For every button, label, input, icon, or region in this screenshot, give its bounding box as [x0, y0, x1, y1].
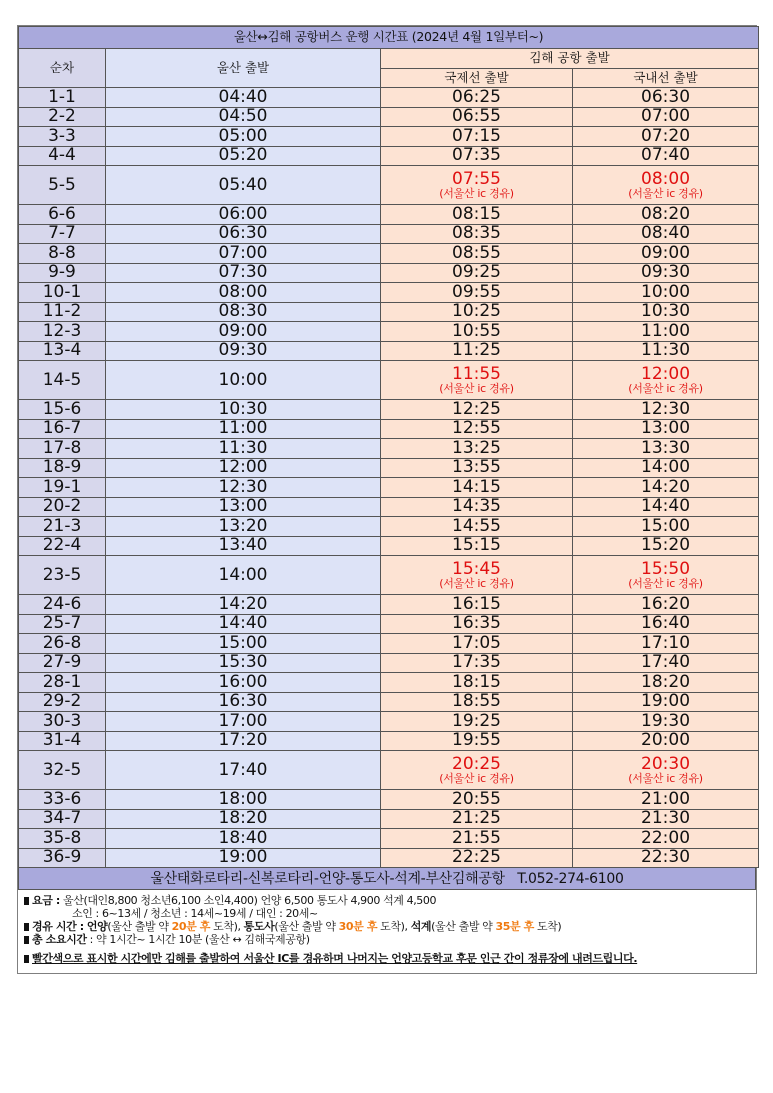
table-row [19, 809, 759, 829]
international-departure-cell: 09:55 [381, 283, 573, 303]
bullet-icon [24, 955, 29, 963]
via-note: (서울산 ic 경유) [628, 187, 703, 200]
international-departure-cell: 09:25 [381, 263, 573, 283]
seq-cell: 11-2 [19, 302, 106, 322]
via-time: 12:00 [641, 364, 691, 384]
domestic-departure-cell [573, 166, 759, 205]
domestic-departure-cell: 19:00 [573, 692, 759, 712]
domestic-departure-cell: 18:20 [573, 673, 759, 693]
table-row [19, 419, 759, 439]
international-departure-cell: 20:55 [381, 790, 573, 810]
international-departure-cell: 11:25 [381, 341, 573, 361]
ulsan-departure-cell: 17:40 [106, 751, 381, 790]
domestic-departure-cell: 17:40 [573, 653, 759, 673]
domestic-departure-cell: 19:30 [573, 712, 759, 732]
domestic-departure-cell: 07:40 [573, 146, 759, 166]
seq-cell: 20-2 [19, 497, 106, 517]
international-departure-cell: 07:15 [381, 127, 573, 147]
domestic-departure-cell: 08:40 [573, 224, 759, 244]
domestic-departure-cell: 10:00 [573, 283, 759, 303]
table-row [19, 341, 759, 361]
ulsan-departure-cell: 09:30 [106, 341, 381, 361]
domestic-departure-cell: 06:30 [573, 88, 759, 108]
notes-box [18, 890, 756, 973]
international-departure-cell: 17:05 [381, 634, 573, 654]
international-departure-cell: 14:15 [381, 478, 573, 498]
domestic-departure-cell: 07:00 [573, 107, 759, 127]
seq-cell: 19-1 [19, 478, 106, 498]
seq-cell: 13-4 [19, 341, 106, 361]
seq-cell: 31-4 [19, 731, 106, 751]
seq-cell: 29-2 [19, 692, 106, 712]
domestic-departure-cell: 13:30 [573, 439, 759, 459]
route-text: 울산태화로타리-신복로타리-언양-통도사-석계-부산김해공항 T.052-274-6100 [19, 868, 756, 890]
domestic-departure-cell: 22:30 [573, 848, 759, 868]
domestic-departure-cell: 22:00 [573, 829, 759, 849]
via-time: 07:55 [452, 169, 501, 189]
international-departure-cell: 14:35 [381, 497, 573, 517]
header-domestic: 국내선 출발 [573, 69, 759, 88]
table-row [19, 848, 759, 868]
header-ulsan-departure: 울산 출발 [106, 49, 381, 88]
international-departure-cell: 16:15 [381, 595, 573, 615]
ulsan-departure-cell: 05:20 [106, 146, 381, 166]
ulsan-departure-cell: 13:40 [106, 536, 381, 556]
table-row [19, 361, 759, 400]
domestic-departure-cell [573, 751, 759, 790]
ulsan-departure-cell: 11:30 [106, 439, 381, 459]
table-row [19, 556, 759, 595]
international-departure-cell: 19:25 [381, 712, 573, 732]
table-row [19, 127, 759, 147]
seq-cell: 30-3 [19, 712, 106, 732]
bullet-icon [24, 936, 29, 944]
header-seq: 순차 [19, 49, 106, 88]
seq-cell: 24-6 [19, 595, 106, 615]
header-row-1 [19, 49, 759, 69]
domestic-departure-cell: 11:30 [573, 341, 759, 361]
seq-cell: 15-6 [19, 400, 106, 420]
international-departure-cell: 13:25 [381, 439, 573, 459]
seq-cell: 16-7 [19, 419, 106, 439]
table-row [19, 263, 759, 283]
header-gimhae-departure: 김해 공항 출발 [381, 49, 759, 69]
table-row [19, 439, 759, 459]
international-departure-cell: 16:35 [381, 614, 573, 634]
international-departure-cell: 19:55 [381, 731, 573, 751]
table-row [19, 517, 759, 537]
table-row [19, 107, 759, 127]
ulsan-departure-cell: 14:40 [106, 614, 381, 634]
seq-cell: 8-8 [19, 244, 106, 264]
table-row [19, 614, 759, 634]
via-note: (서울산 ic 경유) [439, 382, 514, 395]
domestic-departure-cell: 09:00 [573, 244, 759, 264]
table-row [19, 166, 759, 205]
domestic-departure-cell: 10:30 [573, 302, 759, 322]
ulsan-departure-cell: 12:00 [106, 458, 381, 478]
international-departure-cell: 12:25 [381, 400, 573, 420]
table-row [19, 205, 759, 225]
table-row [19, 829, 759, 849]
table-row [19, 146, 759, 166]
ulsan-departure-cell: 04:40 [106, 88, 381, 108]
international-departure-cell: 22:25 [381, 848, 573, 868]
ulsan-departure-cell: 16:30 [106, 692, 381, 712]
via-note: (서울산 ic 경유) [439, 187, 514, 200]
ulsan-departure-cell: 15:00 [106, 634, 381, 654]
seq-cell: 26-8 [19, 634, 106, 654]
domestic-departure-cell: 11:00 [573, 322, 759, 342]
seq-cell: 14-5 [19, 361, 106, 400]
domestic-departure-cell: 15:20 [573, 536, 759, 556]
domestic-departure-cell: 21:00 [573, 790, 759, 810]
domestic-departure-cell [573, 556, 759, 595]
table-row [19, 244, 759, 264]
timetable-title: 울산↔김해 공항버스 운행 시간표 (2024년 4월 1일부터~) [19, 27, 759, 49]
header-international: 국제선 출발 [381, 69, 573, 88]
age-line: 소인 : 6~13세 / 청소년 : 14세~19세 / 대인 : 20세~ [72, 907, 318, 920]
ulsan-departure-cell: 17:20 [106, 731, 381, 751]
seq-cell: 28-1 [19, 673, 106, 693]
ulsan-departure-cell: 05:40 [106, 166, 381, 205]
international-departure-cell: 13:55 [381, 458, 573, 478]
ulsan-departure-cell: 19:00 [106, 848, 381, 868]
via-note: (서울산 ic 경유) [628, 382, 703, 395]
international-departure-cell: 17:35 [381, 653, 573, 673]
domestic-departure-cell: 12:30 [573, 400, 759, 420]
ulsan-departure-cell: 06:00 [106, 205, 381, 225]
international-departure-cell: 07:35 [381, 146, 573, 166]
international-departure-cell: 18:55 [381, 692, 573, 712]
table-row [19, 653, 759, 673]
domestic-departure-cell: 21:30 [573, 809, 759, 829]
seq-cell: 17-8 [19, 439, 106, 459]
timetable-sheet [17, 25, 757, 974]
domestic-departure-cell: 13:00 [573, 419, 759, 439]
international-departure-cell: 08:35 [381, 224, 573, 244]
seq-cell: 22-4 [19, 536, 106, 556]
international-departure-cell: 06:25 [381, 88, 573, 108]
ulsan-departure-cell: 08:30 [106, 302, 381, 322]
table-row [19, 322, 759, 342]
international-departure-cell: 10:25 [381, 302, 573, 322]
ulsan-departure-cell: 09:00 [106, 322, 381, 342]
ulsan-departure-cell: 07:30 [106, 263, 381, 283]
ulsan-departure-cell: 18:20 [106, 809, 381, 829]
via-note: (서울산 ic 경유) [439, 577, 514, 590]
international-departure-cell: 10:55 [381, 322, 573, 342]
international-departure-cell: 15:15 [381, 536, 573, 556]
table-row [19, 497, 759, 517]
international-departure-cell: 21:55 [381, 829, 573, 849]
via-note: (서울산 ic 경유) [628, 772, 703, 785]
international-departure-cell: 18:15 [381, 673, 573, 693]
table-row [19, 458, 759, 478]
ulsan-departure-cell: 10:00 [106, 361, 381, 400]
red-notice-line: 빨간색으로 표시한 시간에만 김해를 출발하여 서울산 IC를 경유하며 나머지는 언양고등학교 후문 인근 간이 정류장에 내려드립니다. [24, 952, 750, 965]
international-departure-cell: 08:15 [381, 205, 573, 225]
ulsan-departure-cell: 11:00 [106, 419, 381, 439]
domestic-departure-cell [573, 361, 759, 400]
ulsan-departure-cell: 13:00 [106, 497, 381, 517]
ulsan-departure-cell: 12:30 [106, 478, 381, 498]
international-departure-cell: 14:55 [381, 517, 573, 537]
seq-cell: 18-9 [19, 458, 106, 478]
table-row [19, 712, 759, 732]
title-row [19, 27, 759, 49]
via-time: 20:25 [452, 754, 501, 774]
table-row [19, 751, 759, 790]
international-departure-cell [381, 556, 573, 595]
ulsan-departure-cell: 10:30 [106, 400, 381, 420]
seq-cell: 33-6 [19, 790, 106, 810]
ulsan-departure-cell: 14:20 [106, 595, 381, 615]
table-row [19, 88, 759, 108]
via-note: (서울산 ic 경유) [439, 772, 514, 785]
domestic-departure-cell: 08:20 [573, 205, 759, 225]
international-departure-cell: 12:55 [381, 419, 573, 439]
domestic-departure-cell: 20:00 [573, 731, 759, 751]
ulsan-departure-cell: 08:00 [106, 283, 381, 303]
table-row [19, 595, 759, 615]
table-row [19, 283, 759, 303]
seq-cell: 2-2 [19, 107, 106, 127]
seq-cell: 5-5 [19, 166, 106, 205]
seq-cell: 23-5 [19, 556, 106, 595]
total-time-line: 총 소요시간 : 약 1시간~ 1시간 10분 (울산 ↔ 김해국제공항) [24, 933, 750, 946]
domestic-departure-cell: 16:40 [573, 614, 759, 634]
seq-cell: 34-7 [19, 809, 106, 829]
seq-cell: 6-6 [19, 205, 106, 225]
via-time: 15:50 [641, 559, 691, 579]
seq-cell: 12-3 [19, 322, 106, 342]
domestic-departure-cell: 07:20 [573, 127, 759, 147]
route-bar [18, 867, 756, 890]
ulsan-departure-cell: 15:30 [106, 653, 381, 673]
seq-cell: 10-1 [19, 283, 106, 303]
ulsan-departure-cell: 14:00 [106, 556, 381, 595]
via-time: 20:30 [641, 754, 691, 774]
table-row [19, 400, 759, 420]
domestic-departure-cell: 15:00 [573, 517, 759, 537]
via-time: 08:00 [641, 169, 691, 189]
table-row [19, 673, 759, 693]
table-row [19, 478, 759, 498]
ulsan-departure-cell: 18:40 [106, 829, 381, 849]
ulsan-departure-cell: 17:00 [106, 712, 381, 732]
ulsan-departure-cell: 18:00 [106, 790, 381, 810]
via-note: (서울산 ic 경유) [628, 577, 703, 590]
table-row [19, 302, 759, 322]
ulsan-departure-cell: 05:00 [106, 127, 381, 147]
fare-line: 요금 : 울산(대인8,800 청소년6,100 소인4,400) 언양 6,500 통도사 4,900 석계 4,500 [24, 894, 750, 907]
bullet-icon [24, 923, 29, 931]
domestic-departure-cell: 09:30 [573, 263, 759, 283]
international-departure-cell [381, 166, 573, 205]
table-row [19, 536, 759, 556]
timetable [18, 26, 759, 868]
bullet-icon [24, 897, 29, 905]
seq-cell: 21-3 [19, 517, 106, 537]
via-time: 11:55 [452, 364, 501, 384]
seq-cell: 36-9 [19, 848, 106, 868]
domestic-departure-cell: 17:10 [573, 634, 759, 654]
seq-cell: 4-4 [19, 146, 106, 166]
seq-cell: 9-9 [19, 263, 106, 283]
seq-cell: 1-1 [19, 88, 106, 108]
seq-cell: 32-5 [19, 751, 106, 790]
seq-cell: 7-7 [19, 224, 106, 244]
international-departure-cell [381, 361, 573, 400]
ulsan-departure-cell: 13:20 [106, 517, 381, 537]
domestic-departure-cell: 16:20 [573, 595, 759, 615]
seq-cell: 3-3 [19, 127, 106, 147]
international-departure-cell: 08:55 [381, 244, 573, 264]
international-departure-cell [381, 751, 573, 790]
seq-cell: 27-9 [19, 653, 106, 673]
domestic-departure-cell: 14:00 [573, 458, 759, 478]
via-time-line: 경유 시간 : 언양(울산 출발 약 20분 후 도착), 통도사(울산 출발 약 30분 후 도착), 석계(울산 출발 약 35분 후 도착) [24, 920, 750, 933]
seq-cell: 25-7 [19, 614, 106, 634]
table-row [19, 224, 759, 244]
via-time: 15:45 [452, 559, 501, 579]
table-row [19, 790, 759, 810]
seq-cell: 35-8 [19, 829, 106, 849]
ulsan-departure-cell: 06:30 [106, 224, 381, 244]
table-row [19, 692, 759, 712]
international-departure-cell: 21:25 [381, 809, 573, 829]
table-row [19, 731, 759, 751]
domestic-departure-cell: 14:40 [573, 497, 759, 517]
ulsan-departure-cell: 04:50 [106, 107, 381, 127]
ulsan-departure-cell: 07:00 [106, 244, 381, 264]
ulsan-departure-cell: 16:00 [106, 673, 381, 693]
international-departure-cell: 06:55 [381, 107, 573, 127]
table-row [19, 634, 759, 654]
domestic-departure-cell: 14:20 [573, 478, 759, 498]
